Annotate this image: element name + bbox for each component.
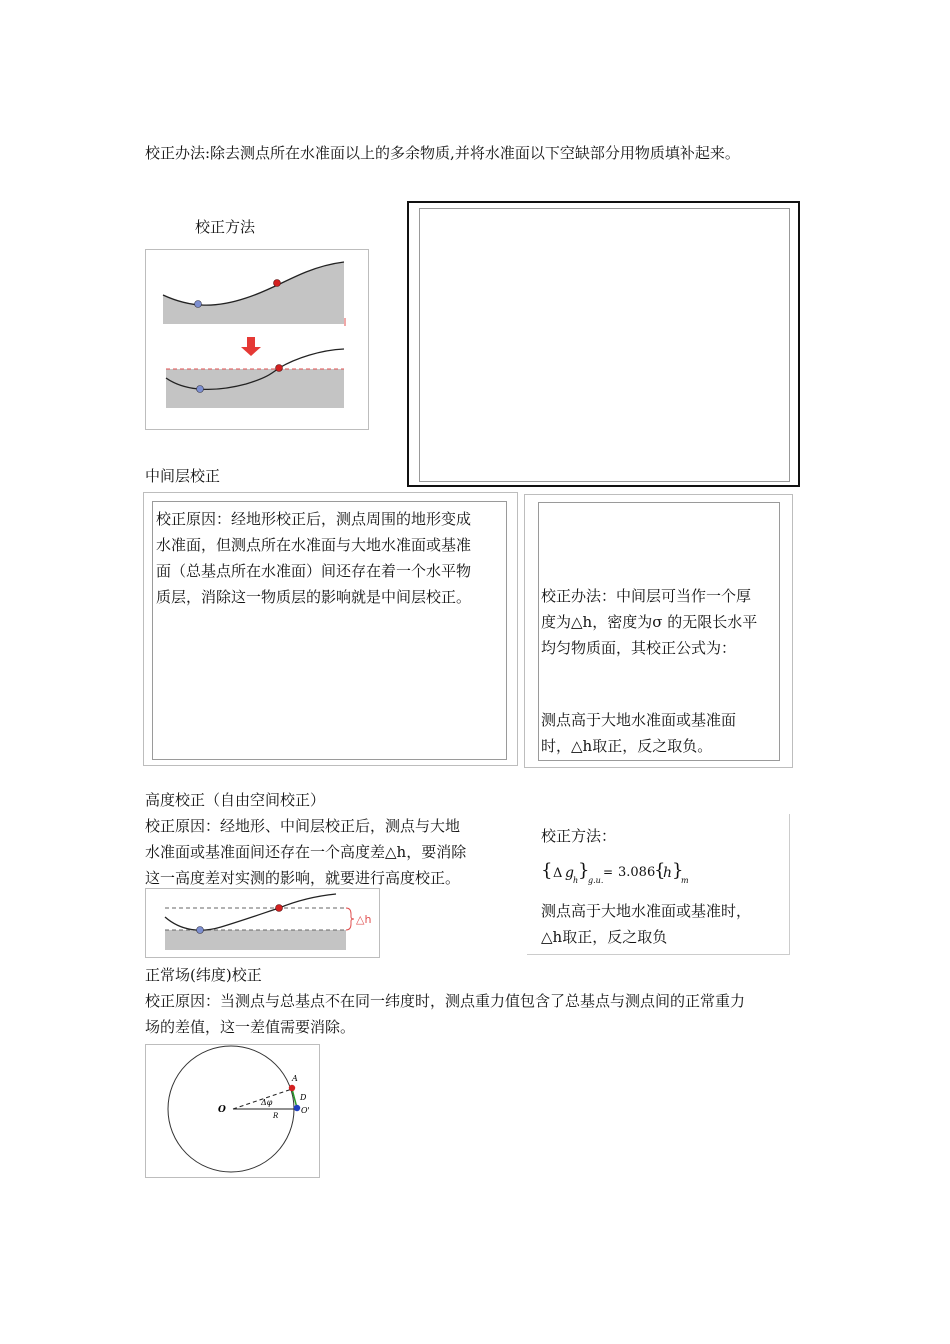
label-O: O — [218, 1105, 226, 1115]
dh-label: △h — [356, 913, 372, 926]
label-dphi: Δφ — [261, 1098, 273, 1107]
normal-reason-line: 校正原因：当测点与总基点不在同一纬度时，测点重力值包含了总基点与测点间的正常重力 — [145, 992, 746, 1010]
intermediate-reason-line: 校正原因：经地形校正后，测点周围的地形变成 — [156, 510, 472, 528]
label-A: A — [292, 1074, 298, 1083]
base-point-blue — [195, 301, 202, 308]
intermediate-heading: 中间层校正 — [145, 467, 221, 485]
down-arrow-icon — [241, 337, 261, 356]
label-R: R — [273, 1112, 279, 1120]
method-caption: 校正方法 — [195, 218, 256, 236]
station-point-red — [274, 280, 281, 287]
intermediate-method-box — [524, 494, 793, 768]
height-formula: { Δ g h } g.u. = 3.086 { h } m — [541, 860, 689, 885]
height-sign-line: 测点高于大地水准面或基准时， — [541, 902, 752, 920]
intermediate-reason-box — [143, 492, 518, 766]
latitude-figure — [145, 1044, 320, 1178]
intermediate-method-line: 均匀物质面，其校正公式为： — [541, 639, 737, 657]
label-D: D — [300, 1093, 307, 1102]
intermediate-reason-line: 面（总基点所在水准面）间还存在着一个水平物 — [156, 562, 472, 580]
intro-text: 校正办法:除去测点所在水准面以上的多余物质,并将水准面以下空缺部分用物质填补起来。 — [145, 144, 740, 162]
blank-figure-frame — [407, 201, 800, 487]
intermediate-reason-line: 水准面，但测点所在水准面与大地水准面或基准 — [156, 536, 472, 554]
normal-heading: 正常场(纬度)校正 — [145, 966, 262, 984]
terrain-correction-figure — [145, 249, 369, 430]
label-O-prime: O' — [301, 1106, 310, 1115]
height-reason-line: 校正原因：经地形、中间层校正后，测点与大地 — [145, 817, 461, 835]
blank-figure-inner — [419, 208, 790, 482]
intermediate-method-line: 度为△h，密度为σ 的无限长水平 — [541, 613, 758, 631]
intermediate-sign-line: 时，△h取正，反之取负。 — [541, 737, 713, 755]
intermediate-method-line: 校正办法：中间层可当作一个厚 — [541, 587, 752, 605]
height-reason-line: 水准面或基准面间还存在一个高度差△h，要消除 — [145, 843, 467, 861]
height-method-box — [527, 814, 790, 955]
intermediate-reason-line: 质层，消除这一物质层的影响就是中间层校正。 — [156, 588, 472, 606]
intermediate-sign-line: 测点高于大地水准面或基准面 — [541, 711, 737, 729]
height-heading: 高度校正（自由空间校正） — [145, 791, 326, 809]
terrain-before-ground — [163, 262, 344, 320]
height-sign-line: △h取正，反之取负 — [541, 928, 668, 946]
height-correction-figure — [145, 888, 380, 958]
height-method-title: 校正方法： — [541, 827, 617, 845]
dh-brace — [346, 908, 354, 930]
normal-reason-line: 场的差值，这一差值需要消除。 — [145, 1018, 356, 1036]
height-reason-line: 这一高度差对实测的影响，就要进行高度校正。 — [145, 869, 461, 887]
